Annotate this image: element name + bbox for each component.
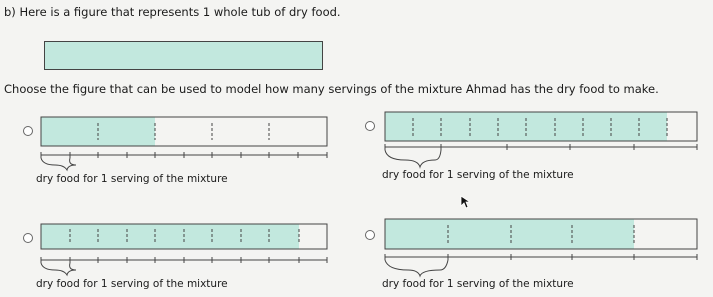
- question-text: b) Here is a figure that represents 1 whole tub of dry food.: [4, 5, 341, 19]
- option-3-caption: dry food for 1 serving of the mixture: [36, 278, 228, 290]
- option-3-figure: [41, 224, 327, 275]
- option-1-caption: dry food for 1 serving of the mixture: [36, 173, 228, 185]
- option-4-figure: [385, 219, 697, 276]
- option-2-caption: dry food for 1 serving of the mixture: [382, 169, 574, 181]
- option-1-figure: [41, 117, 327, 170]
- mouse-pointer-icon: [460, 195, 470, 209]
- option-4-caption: dry food for 1 serving of the mixture: [382, 278, 574, 290]
- option-2-figure: [385, 112, 697, 167]
- prompt-text: Choose the figure that can be used to model how many servings of the mixture Ahmad has the dry food to make.: [4, 82, 659, 96]
